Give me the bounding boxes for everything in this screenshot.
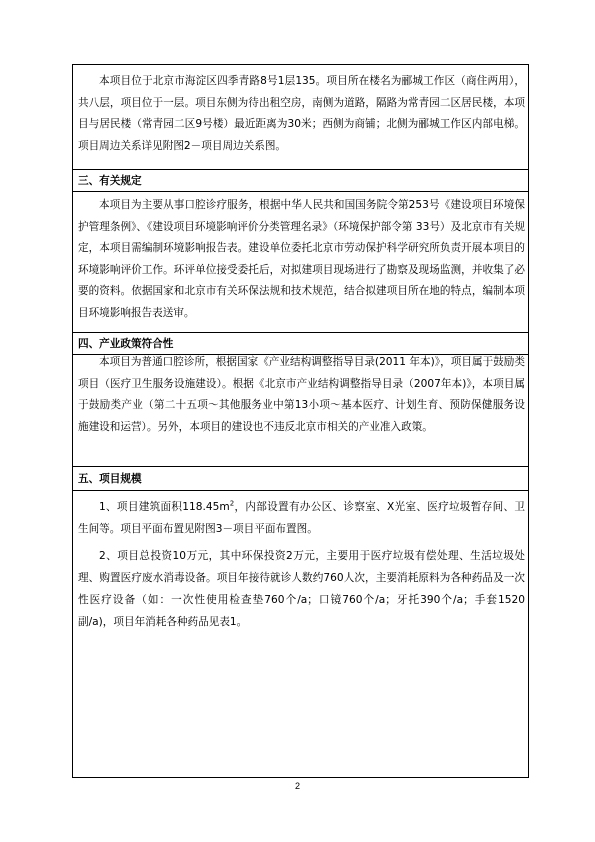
row-divider bbox=[73, 332, 528, 333]
section-heading-project-scale: 五、项目规模 bbox=[78, 473, 142, 485]
row-divider bbox=[73, 490, 528, 491]
section-heading-regulations: 三、有关规定 bbox=[78, 175, 142, 187]
scale-paragraph-1-text: 1、项目建筑面积118.45m bbox=[99, 501, 230, 513]
area-unit-superscript: 2 bbox=[229, 499, 235, 508]
row-divider bbox=[73, 191, 528, 192]
scale-paragraph-1-text-cont: ，内部设置有办公区、诊察室、X光室、医疗垃圾暂存间、卫生间等。项目平面布置见附图3－项目平面布置图。 bbox=[78, 501, 525, 535]
scale-paragraph-2: 2、项目总投资10万元，其中环保投资2万元，主要用于医疗垃圾有偿处理、生活垃圾处理、购置医疗废水消毒设备。项目年接待就诊人数约760人次，主要消耗原料为各种药品及一次性医疗设备（如：一次性使用检查垫760个/a；口镜760个/a；牙托390个/a；手套1520副/a)，项目年消耗各种药品见表1。 bbox=[78, 550, 525, 628]
scale-paragraph-1 bbox=[78, 496, 525, 540]
section-heading-industry-policy: 四、产业政策符合性 bbox=[78, 338, 174, 350]
row-divider bbox=[73, 466, 528, 467]
location-paragraph: 本项目位于北京市海淀区四季青路8号1层135。项目所在楼名为郦城工作区（商住两用），共八层，项目位于一层。项目东侧为待出租空房，南侧为道路，隔路为常青园二区居民楼，本项目与居民楼（常青园二区9号楼）最近距离为30米；西侧为商铺；北侧为郦城工作区内部电梯。项目周边关系详见附图2－项目周边关系图。 bbox=[78, 75, 525, 152]
content-table-frame bbox=[72, 64, 529, 778]
page-number: 2 bbox=[294, 781, 300, 791]
regulations-paragraph: 本项目为主要从事口腔诊疗服务，根据中华人民共和国国务院令第253号《建设项目环境保护管理条例》、《建设项目环境影响评价分类管理名录》（环境保护部令第 33号）及北京市有关规定，本项目需编制环境影响报告表。建设单位委托北京市劳动保护科学研究所负责开展本项目的环境影响评价工作。环评单位接受委托后，对拟建项目现场进行了勘察及现场监测，并收集了必要的资料。依据国家和北京市有关环保法规和技术规范，结合拟建项目所在地的特点，编制本项目环境影响报告表送审。 bbox=[78, 199, 525, 319]
industry-policy-paragraph: 本项目为普通口腔诊所，根据国家《产业结构调整指导目录(2011 年本)》，项目属于鼓励类项目（医疗卫生服务设施建设）。根据《北京市产业结构调整指导目录（2007年本)》，本项目属于鼓励类产业（第二十五项～其他服务业中第13小项～基本医疗、计划生育、预防保健服务设施建设和运营）。另外，本项目的建设也不违反北京市相关的产业准入政策。 bbox=[78, 356, 525, 433]
row-divider bbox=[73, 169, 528, 170]
